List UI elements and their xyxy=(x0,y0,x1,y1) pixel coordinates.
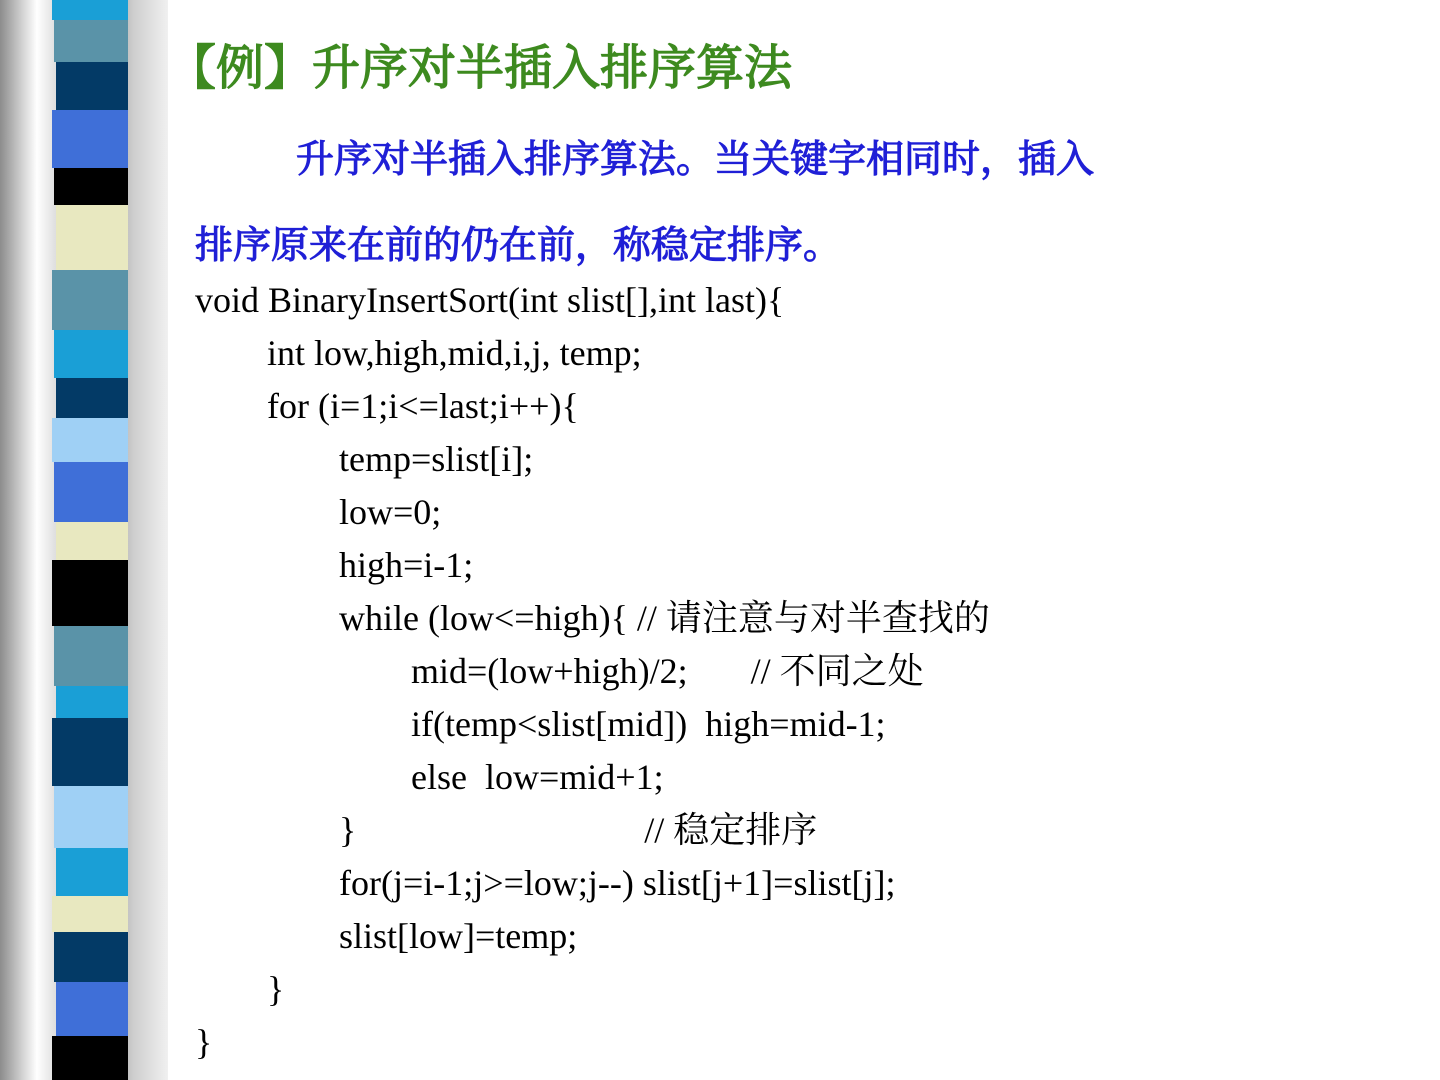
stripe xyxy=(52,110,128,168)
code-line: else low=mid+1; xyxy=(411,757,664,797)
stripe xyxy=(52,896,128,932)
stripe xyxy=(54,20,128,62)
code-line: if(temp<slist[mid]) high=mid-1; xyxy=(411,704,886,744)
decorative-stripes xyxy=(0,0,168,1080)
stripe xyxy=(54,626,128,686)
stripe xyxy=(52,560,128,626)
code-line: } xyxy=(195,1022,213,1062)
code-line: low=0; xyxy=(339,492,442,532)
code-line: high=i-1; xyxy=(339,545,474,585)
code-line: void BinaryInsertSort(int slist[],int last){ xyxy=(195,280,785,320)
code-line: slist[low]=temp; xyxy=(339,916,578,956)
stripe xyxy=(52,418,128,462)
stripe xyxy=(56,848,128,896)
stripe xyxy=(54,330,128,378)
stripe xyxy=(52,718,128,786)
stripe xyxy=(56,982,128,1036)
stripe xyxy=(52,0,128,20)
stripe xyxy=(54,168,128,205)
stripe xyxy=(56,522,128,560)
code-comment: 不同之处 xyxy=(779,651,924,692)
stripe xyxy=(56,205,128,270)
code-comment: 请注意与对半查找的 xyxy=(665,598,990,639)
code-line: while (low<=high){ // 请注意与对半查找的 xyxy=(339,598,990,639)
stripe xyxy=(56,378,128,418)
code-line: mid=(low+high)/2; // 不同之处 xyxy=(411,651,924,692)
code-comment: 稳定排序 xyxy=(673,810,818,851)
stripe xyxy=(54,786,128,848)
stripe xyxy=(54,932,128,982)
stripe xyxy=(54,462,128,522)
code-line: for(j=i-1;j>=low;j--) slist[j+1]=slist[j]; xyxy=(339,863,896,903)
slide-title: 【例】升序对半插入排序算法 xyxy=(168,40,793,96)
code-line: } xyxy=(267,969,285,1009)
code-line: int low,high,mid,i,j, temp; xyxy=(267,333,642,373)
stripe xyxy=(56,686,128,718)
stripe xyxy=(52,1036,128,1080)
stripe xyxy=(52,270,128,330)
description-line-2: 排序原来在前的仍在前，称稳定排序。 xyxy=(195,223,842,267)
stripe xyxy=(56,62,128,110)
code-line: for (i=1;i<=last;i++){ xyxy=(267,386,579,426)
description-line-1: 升序对半插入排序算法。当关键字相同时，插入 xyxy=(296,137,1095,181)
code-line: temp=slist[i]; xyxy=(339,439,534,479)
code-line: } // 稳定排序 xyxy=(339,810,818,851)
